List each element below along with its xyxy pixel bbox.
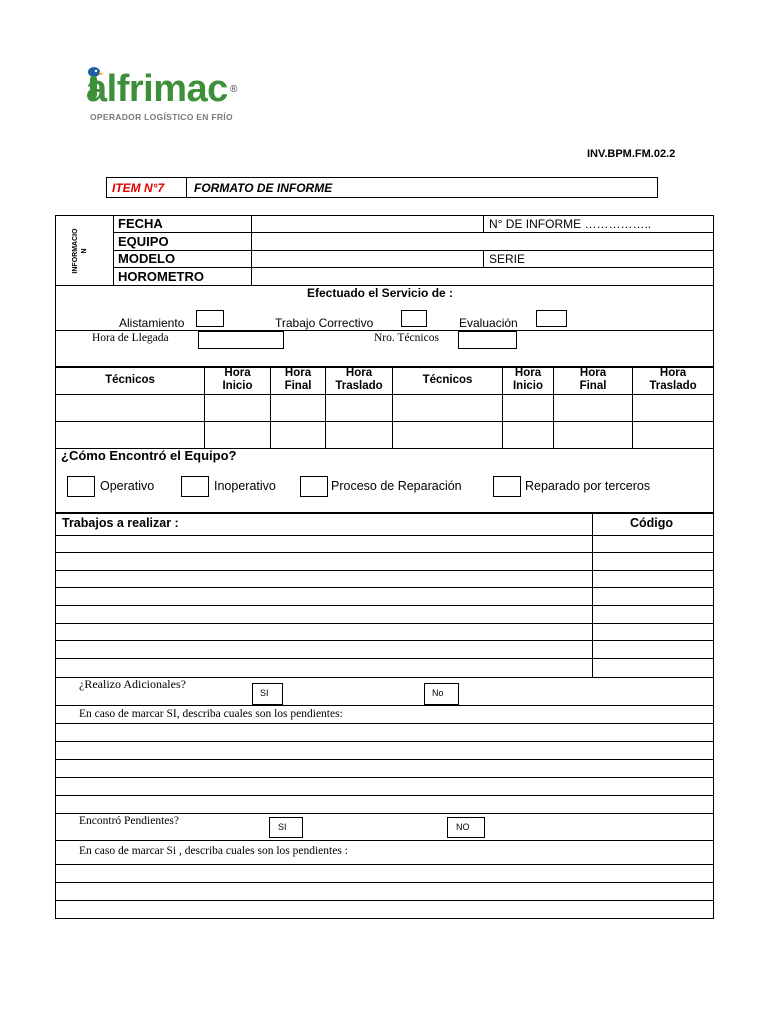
nro-tecnicos-input[interactable] [458, 331, 517, 349]
service-title: Efectuado el Servicio de : [307, 286, 454, 300]
adicionales-no-label: No [432, 688, 444, 698]
service-evaluacion-label: Evaluación [459, 316, 518, 330]
document-code: INV.BPM.FM.02.2 [587, 148, 676, 160]
adicionales-describe: En caso de marcar SI, describa cuales son los pendientes: [79, 708, 343, 720]
work-title: Trabajos a realizar : [62, 516, 179, 530]
condition-reparacion-checkbox[interactable] [300, 476, 328, 497]
label-fecha: FECHA [118, 216, 163, 231]
company-logo [84, 66, 244, 126]
service-correctivo-label: Trabajo Correctivo [275, 316, 374, 330]
col-hora-traslado-2: Hora Traslado [649, 367, 697, 392]
logo-tagline: OPERADOR LOGÍSTICO EN FRÍO [90, 112, 233, 122]
col-hora-inicio-1: Hora Inicio [222, 367, 253, 392]
condition-operativo-checkbox[interactable] [67, 476, 95, 497]
service-evaluacion-checkbox[interactable] [536, 310, 567, 327]
info-side-label: INFORMACIO N [72, 228, 88, 274]
col-tecnicos-2: Técnicos [422, 374, 473, 386]
condition-reparacion-label: Proceso de Reparación [331, 479, 462, 493]
form-title: FORMATO DE INFORME [194, 181, 333, 195]
hora-llegada-label: Hora de Llegada [92, 332, 169, 344]
item-number: ITEM N°7 [112, 181, 165, 195]
pendientes-si-label: SI [278, 822, 287, 832]
service-alistamiento-label: Alistamiento [119, 316, 185, 330]
pendientes-question: Encontró Pendientes? [79, 815, 179, 827]
condition-operativo-label: Operativo [100, 479, 155, 493]
col-tecnicos-1: Técnicos [105, 374, 155, 386]
col-hora-inicio-2: Hora Inicio [512, 367, 544, 392]
adicionales-si-label: SI [260, 688, 269, 698]
work-code-header: Código [630, 516, 674, 530]
nro-tecnicos-label: Nro. Técnicos [374, 332, 439, 344]
label-horometro: HOROMETRO [118, 269, 204, 284]
label-serie[interactable]: SERIE [489, 252, 526, 266]
service-alistamiento-checkbox[interactable] [196, 310, 224, 327]
hora-llegada-input[interactable] [198, 331, 284, 349]
col-hora-final-2: Hora Final [579, 367, 607, 392]
col-hora-traslado-1: Hora Traslado [335, 367, 383, 392]
condition-question: ¿Cómo Encontró el Equipo? [61, 448, 237, 463]
pendientes-no-label: NO [456, 822, 470, 832]
horometro-field[interactable] [252, 268, 713, 284]
condition-inoperativo-label: Inoperativo [214, 479, 276, 493]
item-title-box [106, 177, 658, 198]
condition-terceros-checkbox[interactable] [493, 476, 521, 497]
service-correctivo-checkbox[interactable] [401, 310, 427, 327]
equipo-field[interactable] [252, 233, 713, 249]
pendientes-describe: En caso de marcar Si , describa cuales son los pendientes : [79, 845, 348, 857]
adicionales-question: ¿Realizo Adicionales? [79, 677, 186, 691]
fecha-field[interactable] [252, 216, 482, 231]
condition-terceros-label: Reparado por terceros [525, 479, 651, 493]
label-equipo: EQUIPO [118, 234, 169, 249]
condition-inoperativo-checkbox[interactable] [181, 476, 209, 497]
label-informe-number[interactable]: N° DE INFORME …………….. [489, 217, 652, 231]
modelo-field[interactable] [252, 251, 482, 266]
label-modelo: MODELO [118, 251, 176, 266]
col-hora-final-1: Hora Final [284, 367, 312, 392]
logo-registered-mark: ® [230, 84, 238, 95]
logo-brand: alfrimac [86, 68, 228, 110]
